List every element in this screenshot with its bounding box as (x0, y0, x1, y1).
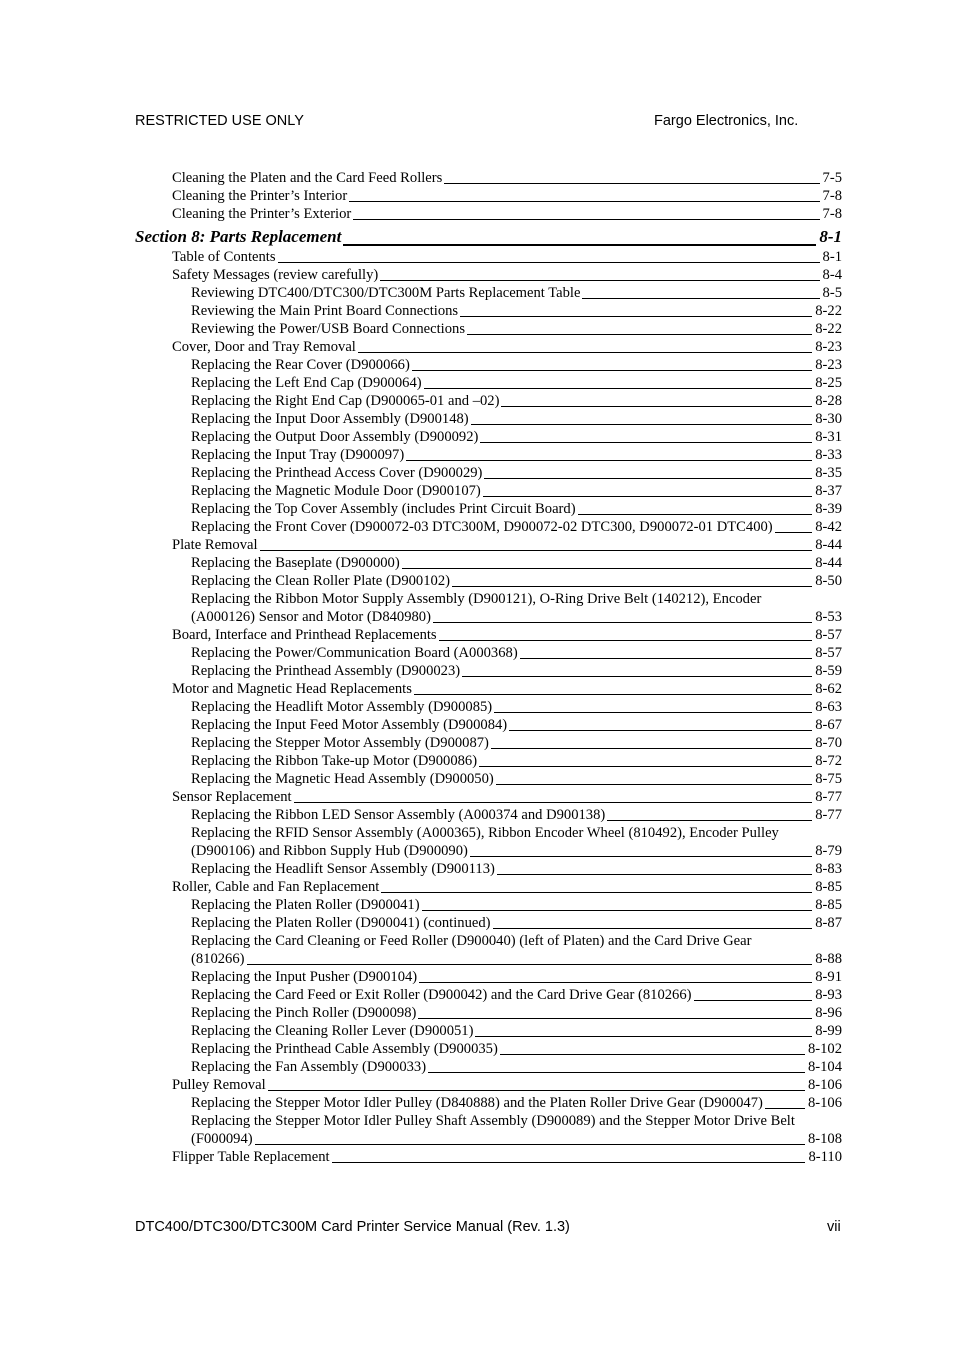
toc-entry[interactable] (0, 860, 954, 878)
toc-entry[interactable] (0, 932, 954, 950)
toc-entry[interactable] (0, 716, 954, 734)
toc-entry-title: Replacing the Front Cover (D900072-03 DTC300M, D900072-02 DTC300, D900072-01 DTC400) (191, 519, 773, 535)
toc-entry[interactable] (0, 626, 954, 644)
toc-entry[interactable] (0, 446, 954, 464)
toc-entry-title: Cleaning the Platen and the Card Feed Rollers (172, 170, 443, 186)
toc-entry-title: Replacing the Power/Communication Board (A000368) (191, 645, 518, 661)
toc-entry-page: 8-44 (815, 555, 842, 571)
toc-entry-title: Replacing the Input Door Assembly (D900148) (191, 411, 469, 427)
toc-entry[interactable] (0, 410, 954, 428)
toc-entry-title: Board, Interface and Printhead Replacements (172, 627, 437, 643)
toc-leader (260, 536, 813, 551)
toc-entry-title: (D900106) and Ribbon Supply Hub (D900090) (191, 843, 468, 859)
toc-entry-page: 8-37 (815, 483, 842, 499)
toc-entry-page: 8-35 (815, 465, 842, 481)
toc-entry-page: 8-5 (822, 285, 842, 301)
toc-entry-page: 8-104 (807, 1059, 842, 1075)
toc-entry[interactable] (0, 662, 954, 680)
toc-entry[interactable] (0, 428, 954, 446)
toc-entry-page: 8-93 (815, 987, 842, 1003)
toc-leader (578, 500, 813, 515)
toc-entry[interactable] (0, 986, 954, 1004)
toc-entry[interactable] (0, 770, 954, 788)
toc-entry-title: Safety Messages (review carefully) (172, 267, 379, 283)
toc-entry-page: 7-5 (822, 170, 842, 186)
toc-leader (418, 1004, 812, 1019)
header-left: RESTRICTED USE ONLY (135, 113, 304, 129)
toc-entry-page: 8-75 (815, 771, 842, 787)
toc-entry[interactable] (0, 205, 954, 223)
toc-entry-title: Cleaning the Printer’s Interior (172, 188, 348, 204)
toc-entry-page: 8-99 (815, 1023, 842, 1039)
header-right: Fargo Electronics, Inc. (654, 113, 799, 129)
toc-entry-page: 8-44 (815, 537, 842, 553)
toc-entry-title: Reviewing DTC400/DTC300/DTC300M Parts Replacement Table (191, 285, 581, 301)
toc-leader (501, 392, 812, 407)
toc-leader (497, 860, 812, 875)
toc-leader (247, 950, 813, 965)
toc-leader (483, 482, 812, 497)
toc-leader (470, 842, 812, 857)
toc-leader (381, 878, 812, 893)
toc-entry-title: Cleaning the Printer’s Exterior (172, 206, 352, 222)
toc-leader (462, 662, 812, 677)
toc-entry-page: 8-23 (815, 357, 842, 373)
toc-entry-page: 8-106 (807, 1095, 842, 1111)
toc-entry-title: Replacing the Magnetic Head Assembly (D900050) (191, 771, 494, 787)
toc-entry[interactable] (0, 1058, 954, 1076)
toc-entry-page: 8-31 (815, 429, 842, 445)
toc-leader (439, 626, 813, 641)
toc-entry[interactable] (0, 1022, 954, 1040)
toc-entry[interactable] (0, 1094, 954, 1112)
toc-entry-title: Replacing the Baseplate (D900000) (191, 555, 400, 571)
toc-leader (500, 1040, 805, 1055)
toc-entry-page: 8-53 (815, 609, 842, 625)
toc-entry[interactable] (0, 374, 954, 392)
toc-entry-page: 8-22 (815, 321, 842, 337)
toc-entry[interactable] (0, 1112, 954, 1130)
toc-entry-title: Replacing the Input Feed Motor Assembly (D900084) (191, 717, 508, 733)
toc-entry-title: Flipper Table Replacement (172, 1149, 330, 1165)
footer-page-number: vii (827, 1219, 841, 1235)
toc-entry-title: Replacing the Top Cover Assembly (includes Print Circuit Board) (191, 501, 576, 517)
toc-entry-page: 8-67 (815, 717, 842, 733)
toc-entry-title: Replacing the Stepper Motor Idler Pulley (D840888) and the Platen Roller Drive Gear (D900047) (191, 1095, 763, 1111)
toc-leader (520, 644, 813, 659)
toc-entry-title: Replacing the Printhead Cable Assembly (D900035) (191, 1041, 498, 1057)
toc-entry[interactable] (0, 248, 954, 266)
toc-entry[interactable] (0, 302, 954, 320)
toc-entry-page: 7-8 (822, 206, 842, 222)
toc-entry-page: 8-59 (815, 663, 842, 679)
toc-entry[interactable] (0, 187, 954, 205)
toc-entry-page: 8-42 (815, 519, 842, 535)
toc-entry-title: Replacing the Fan Assembly (D900033) (191, 1059, 427, 1075)
toc-leader (353, 205, 819, 220)
toc-entry-title: Replacing the Headlift Motor Assembly (D900085) (191, 699, 493, 715)
toc-entry-continuation[interactable] (0, 608, 954, 626)
toc-entry-page: 8-50 (815, 573, 842, 589)
toc-entry[interactable] (0, 1148, 954, 1166)
toc-entry[interactable] (0, 338, 954, 356)
toc-entry-title: Table of Contents (172, 249, 276, 265)
toc-entry-page: 8-25 (815, 375, 842, 391)
toc-entry-page: 8-110 (808, 1149, 842, 1165)
toc-entry-title: Replacing the Rear Cover (D900066) (191, 357, 410, 373)
toc-entry-page: 8-70 (815, 735, 842, 751)
toc-leader (475, 1022, 812, 1037)
toc-entry-page: 8-30 (815, 411, 842, 427)
toc-entry-page: 8-4 (822, 267, 842, 283)
toc-entry-title: Replacing the Input Tray (D900097) (191, 447, 405, 463)
toc-entry-page: 8-85 (815, 897, 842, 913)
toc-entry-page: 8-22 (815, 303, 842, 319)
toc-entry-title: Roller, Cable and Fan Replacement (172, 879, 380, 895)
toc-entry-title: Replacing the Stepper Motor Idler Pulley Shaft Assembly (D900089) and the Stepper Motor Drive Belt (191, 1113, 795, 1129)
toc-entry-page: 8-63 (815, 699, 842, 715)
toc-entry-title: Replacing the Ribbon LED Sensor Assembly (A000374 and D900138) (191, 807, 606, 823)
toc-entry-page: 8-72 (815, 753, 842, 769)
toc-entry-title: Replacing the Card Cleaning or Feed Roller (D900040) (left of Platen) and the Card Drive Gear (191, 933, 752, 949)
toc-leader (694, 986, 813, 1001)
toc-entry-page: 8-77 (815, 807, 842, 823)
toc-entry[interactable] (0, 914, 954, 932)
toc-entry-page: 8-91 (815, 969, 842, 985)
toc-entry-title: Replacing the Card Feed or Exit Roller (D900042) and the Card Drive Gear (810266) (191, 987, 692, 1003)
toc-leader (349, 187, 819, 202)
toc-entry-title: Replacing the Clean Roller Plate (D900102) (191, 573, 450, 589)
toc-entry[interactable] (0, 734, 954, 752)
toc-entry-title: Plate Removal (172, 537, 258, 553)
toc-entry-title: Replacing the Right End Cap (D900065-01 and –02) (191, 393, 500, 409)
toc-leader (467, 320, 812, 335)
toc-entry[interactable] (0, 644, 954, 662)
toc-entry-page: 8-1 (822, 249, 842, 265)
toc-entry[interactable] (0, 590, 954, 608)
toc-entry-page: 8-87 (815, 915, 842, 931)
toc-entry[interactable] (0, 878, 954, 896)
toc-leader (412, 356, 812, 371)
toc-entry-page: 8-23 (815, 339, 842, 355)
toc-leader (444, 169, 819, 184)
toc-entry[interactable] (0, 464, 954, 482)
toc-entry[interactable] (0, 392, 954, 410)
toc-leader (419, 968, 812, 983)
toc-entry-page: 8-88 (815, 951, 842, 967)
toc-entry[interactable] (0, 806, 954, 824)
toc-entry-title: Replacing the Magnetic Module Door (D900107) (191, 483, 481, 499)
toc-entry-page: 8-1 (819, 227, 842, 246)
toc-entry-title: Replacing the Ribbon Take-up Motor (D900086) (191, 753, 478, 769)
toc-entry-title: Replacing the Ribbon Motor Supply Assembly (D900121), O-Ring Drive Belt (140212), Encoder (191, 591, 762, 607)
toc-entry[interactable] (0, 1040, 954, 1058)
toc-entry-title: (810266) (191, 951, 245, 967)
toc-entry-title: Replacing the Pinch Roller (D900098) (191, 1005, 417, 1021)
toc-entry[interactable] (0, 680, 954, 698)
toc-leader (406, 446, 812, 461)
toc-entry-page: 8-39 (815, 501, 842, 517)
toc-entry-title: Replacing the Printhead Assembly (D900023) (191, 663, 461, 679)
toc-leader (422, 896, 813, 911)
toc-entry-title: Replacing the Output Door Assembly (D900092) (191, 429, 479, 445)
toc-entry[interactable] (0, 500, 954, 518)
toc-leader (607, 806, 812, 821)
toc-leader (343, 226, 816, 246)
toc-entry[interactable] (0, 554, 954, 572)
toc-leader (402, 554, 813, 569)
toc-entry-page: 8-106 (807, 1077, 842, 1093)
toc-entry[interactable] (0, 518, 954, 536)
toc-entry[interactable] (0, 824, 954, 842)
toc-leader (332, 1148, 806, 1163)
toc-entry-continuation[interactable] (0, 950, 954, 968)
toc-entry[interactable] (0, 896, 954, 914)
toc-entry-page: 8-79 (815, 843, 842, 859)
toc-leader (493, 914, 813, 929)
toc-leader (775, 518, 813, 533)
toc-entry[interactable] (0, 752, 954, 770)
toc-entry-title: Replacing the Stepper Motor Assembly (D900087) (191, 735, 489, 751)
toc-entry-title: Motor and Magnetic Head Replacements (172, 681, 412, 697)
toc-entry[interactable] (0, 968, 954, 986)
toc-entry-title: (F000094) (191, 1131, 253, 1147)
footer-title: DTC400/DTC300/DTC300M Card Printer Service Manual (Rev. 1.3) (135, 1219, 570, 1235)
toc-entry[interactable] (0, 572, 954, 590)
toc-entry[interactable] (0, 320, 954, 338)
toc-leader (509, 716, 812, 731)
toc-entry-title: (A000126) Sensor and Motor (D840980) (191, 609, 431, 625)
toc-entry-page: 8-33 (815, 447, 842, 463)
toc-entry[interactable] (0, 536, 954, 554)
toc-leader (484, 464, 812, 479)
toc-entry-page: 8-96 (815, 1005, 842, 1021)
toc-leader (358, 338, 812, 353)
toc-entry[interactable] (0, 266, 954, 284)
toc-entry-page: 8-57 (815, 645, 842, 661)
toc-entry-title: Replacing the Cleaning Roller Lever (D900051) (191, 1023, 474, 1039)
toc-leader (491, 734, 812, 749)
toc-entry-title: Pulley Removal (172, 1077, 266, 1093)
toc-entry-page: 8-85 (815, 879, 842, 895)
toc-leader (278, 248, 820, 263)
toc-entry[interactable] (0, 1076, 954, 1094)
toc-entry-page: 8-77 (815, 789, 842, 805)
toc-entry-page: 8-62 (815, 681, 842, 697)
toc-leader (471, 410, 813, 425)
toc-entry-title: Replacing the Headlift Sensor Assembly (D900113) (191, 861, 495, 877)
toc-entry[interactable] (0, 1004, 954, 1022)
toc-leader (268, 1076, 805, 1091)
toc-leader (428, 1058, 805, 1073)
toc-leader (294, 788, 813, 803)
toc-entry-title: Replacing the Printhead Access Cover (D900029) (191, 465, 483, 481)
toc-leader (255, 1130, 805, 1145)
toc-entry-continuation[interactable] (0, 1130, 954, 1148)
toc-leader (480, 428, 812, 443)
toc-leader (424, 374, 813, 389)
toc-entry-title: Cover, Door and Tray Removal (172, 339, 356, 355)
toc-leader (479, 752, 812, 767)
table-of-contents (0, 169, 954, 1166)
toc-entry-page: 8-108 (807, 1131, 842, 1147)
toc-entry[interactable] (0, 356, 954, 374)
toc-entry-title: Replacing the Platen Roller (D900041) (continued) (191, 915, 491, 931)
toc-entry[interactable] (0, 482, 954, 500)
toc-entry[interactable] (0, 698, 954, 716)
toc-entry-page: 8-57 (815, 627, 842, 643)
toc-entry-title: Sensor Replacement (172, 789, 292, 805)
toc-leader (380, 266, 819, 281)
toc-leader (496, 770, 812, 785)
toc-leader (433, 608, 812, 623)
toc-section-heading[interactable] (0, 226, 954, 248)
toc-entry[interactable] (0, 788, 954, 806)
toc-entry-title: Replacing the Platen Roller (D900041) (191, 897, 420, 913)
toc-entry[interactable] (0, 169, 954, 187)
toc-entry-page: 7-8 (822, 188, 842, 204)
toc-leader (460, 302, 812, 317)
toc-leader (494, 698, 812, 713)
toc-entry-title: Section 8: Parts Replacement (135, 227, 342, 246)
toc-leader (414, 680, 812, 695)
toc-leader (765, 1094, 805, 1109)
toc-leader (582, 284, 819, 299)
toc-entry-title: Replacing the RFID Sensor Assembly (A000365), Ribbon Encoder Wheel (810492), Encoder Pulley (191, 825, 779, 841)
toc-entry-title: Replacing the Input Pusher (D900104) (191, 969, 418, 985)
toc-entry-title: Reviewing the Power/USB Board Connections (191, 321, 466, 337)
toc-entry-title: Replacing the Left End Cap (D900064) (191, 375, 422, 391)
toc-entry[interactable] (0, 284, 954, 302)
toc-leader (452, 572, 812, 587)
toc-entry-continuation[interactable] (0, 842, 954, 860)
toc-entry-page: 8-83 (815, 861, 842, 877)
toc-entry-page: 8-102 (807, 1041, 842, 1057)
toc-entry-title: Reviewing the Main Print Board Connections (191, 303, 459, 319)
toc-entry-page: 8-28 (815, 393, 842, 409)
